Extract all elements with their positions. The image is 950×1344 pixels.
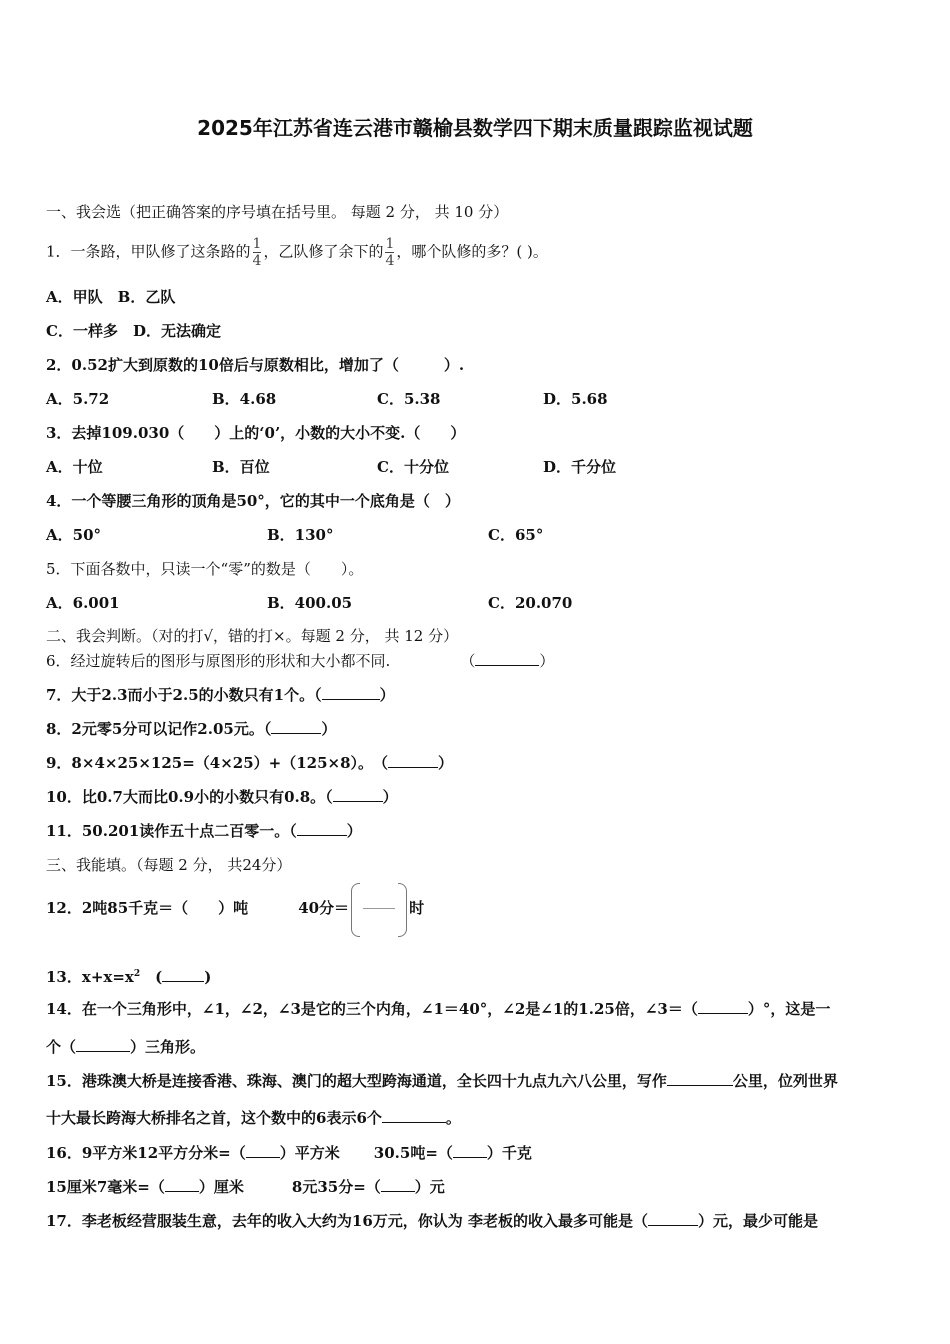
question-6: 6．经过旋转后的图形与原图形的形状和大小都不同. （ ） xyxy=(46,652,555,670)
answer-blank[interactable] xyxy=(162,967,204,982)
section-3-heading: 三、我能填。（每题 2 分， 共24分） xyxy=(46,856,292,874)
answer-blank[interactable] xyxy=(246,1143,280,1158)
question-5: 5．下面各数中，只读一个“零”的数是（ ）。 xyxy=(46,560,364,578)
answer-blank[interactable] xyxy=(271,719,321,734)
q2-option-a: A．5.72 xyxy=(46,390,110,408)
answer-blank[interactable] xyxy=(382,1108,446,1123)
question-13: 13．$x+x=x^2$ ( ) xyxy=(46,968,212,986)
fraction-one-quarter: $\frac{1}{4}$ xyxy=(252,236,262,269)
q4-option-a: A．50° xyxy=(46,526,102,544)
answer-blank[interactable] xyxy=(475,651,539,666)
q3-option-d: D．千分位 xyxy=(543,458,617,476)
question-9: 9．8×4×25×125=（4×25）+（125×8）。 （ ） xyxy=(46,754,454,772)
section-2-heading: 二、我会判断。（对的打√，错的打×。每题 2 分， 共 12 分） xyxy=(46,627,459,645)
q2-option-d: D．5.68 xyxy=(543,390,608,408)
question-15-line-2: 十大最长跨海大桥排名之首，这个数中的6表示6个 。 xyxy=(46,1109,461,1127)
answer-blank[interactable] xyxy=(698,999,748,1014)
q5-option-b: B．400.05 xyxy=(267,594,353,612)
section-1-heading: 一、我会选（把正确答案的序号填在括号里。 每题 2 分， 共 10 分） xyxy=(46,203,509,221)
q5-option-a: A．6.001 xyxy=(46,594,120,612)
page-title: 2025年江苏省连云港市赣榆县数学四下期末质量跟踪监视试题 xyxy=(197,116,753,140)
question-11: 11．50.201读作五十点二百零一。（ ） xyxy=(46,822,362,840)
question-16-line-1: 16．9平方米12平方分米=（ ）平方米 30.5吨=（ ）千克 xyxy=(46,1144,532,1162)
q3-option-b: B．百位 xyxy=(212,458,270,476)
question-3: 3．去掉109.030（ ）上的‘0’，小数的大小不变.（ ） xyxy=(46,424,466,442)
answer-blank[interactable] xyxy=(388,753,438,768)
question-1-options-row-1: A．甲队 B．乙队 xyxy=(46,288,176,306)
fraction-one-quarter: $\frac{1}{4}$ xyxy=(385,236,395,269)
q4-option-b: B．130° xyxy=(267,526,334,544)
q5-option-c: C．20.070 xyxy=(488,594,573,612)
question-14-line-2: 个（ ）三角形。 xyxy=(46,1038,206,1056)
fraction-answer-box[interactable] xyxy=(351,883,407,935)
question-1: 1．一条路，甲队修了这条路的 $\frac{1}{4}$ ，乙队修了余下的 $\frac{1}{4}$ ，哪个队修的多？( )。 xyxy=(46,236,548,269)
q3-option-a: A．十位 xyxy=(46,458,103,476)
question-16-line-2: 15厘米7毫米=（ ）厘米 8元35分=（ ）元 xyxy=(46,1178,445,1196)
question-14-line-1: 14．在一个三角形中，∠1，∠2，∠3是它的三个内角，∠1＝40°，∠2是∠1的1.25倍，∠3＝（ ）°，这是一 xyxy=(46,1000,831,1018)
answer-blank[interactable] xyxy=(76,1037,130,1052)
answer-blank[interactable] xyxy=(453,1143,487,1158)
question-17: 17．李老板经营服装生意，去年的收入大约为16万元，你认为 李老板的收入最多可能是（ ）元，最少可能是 xyxy=(46,1212,818,1230)
question-8: 8．2元零5分可以记作2.05元。（ ） xyxy=(46,720,337,738)
answer-blank[interactable] xyxy=(648,1211,698,1226)
answer-blank[interactable] xyxy=(667,1071,733,1086)
question-10: 10．比0.7大而比0.9小的小数只有0.8。（ ） xyxy=(46,788,398,806)
answer-blank[interactable] xyxy=(165,1177,199,1192)
answer-blank[interactable] xyxy=(381,1177,415,1192)
question-4: 4．一个等腰三角形的顶角是50°，它的其中一个底角是（ ） xyxy=(46,492,460,510)
q3-option-c: C．十分位 xyxy=(377,458,449,476)
question-2: 2．0.52扩大到原数的10倍后与原数相比，增加了（ ）. xyxy=(46,356,465,374)
q4-option-c: C．65° xyxy=(488,526,544,544)
answer-blank[interactable] xyxy=(322,685,380,700)
answer-blank[interactable] xyxy=(297,821,347,836)
answer-blank[interactable] xyxy=(333,787,383,802)
question-7: 7．大于2.3而小于2.5的小数只有1个。（ ） xyxy=(46,686,395,704)
q2-option-b: B．4.68 xyxy=(212,390,277,408)
question-15-line-1: 15．港珠澳大桥是连接香港、珠海、澳门的超大型跨海通道，全长四十九点九六八公里，写作 公里，位列世界 xyxy=(46,1072,838,1090)
question-1-options-row-2: C．一样多 D．无法确定 xyxy=(46,322,221,340)
q2-option-c: C．5.38 xyxy=(377,390,441,408)
question-12: 12．2吨85千克＝（ ）吨 40分＝ 时 xyxy=(46,880,424,936)
